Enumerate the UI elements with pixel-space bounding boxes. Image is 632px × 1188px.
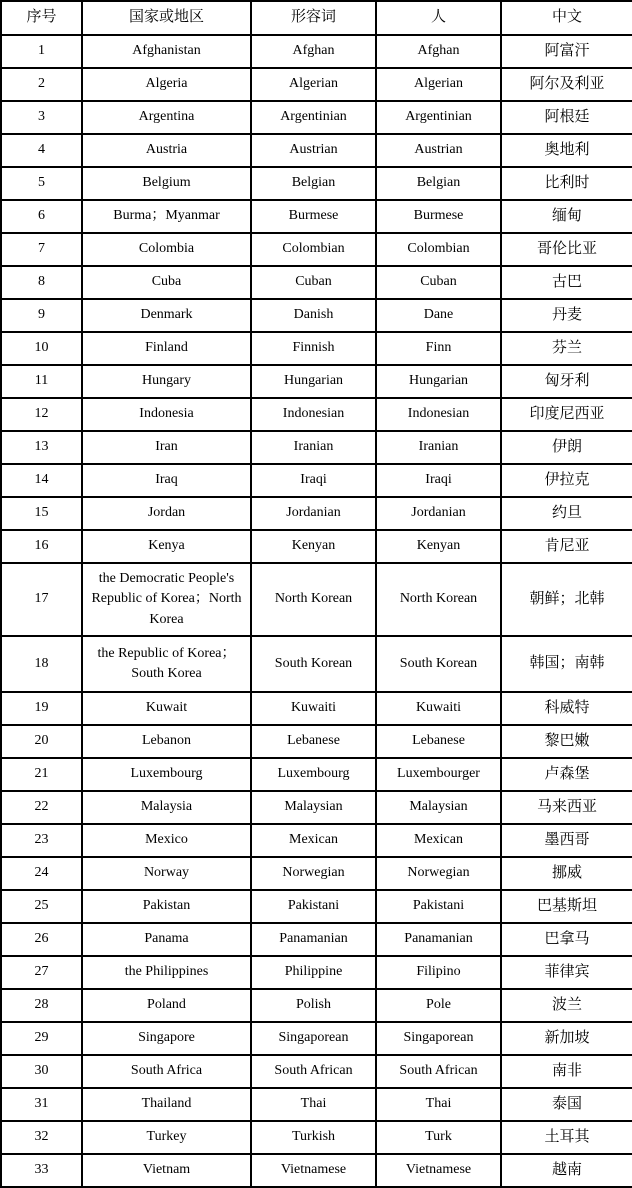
country-cell: Vietnam [82,1154,251,1187]
table-row [1,1055,632,1088]
person-cell: Singaporean [376,1022,501,1055]
adjective-cell: Lebanese [251,725,376,758]
chinese-cell: 南非 [501,1055,632,1088]
chinese-cell: 土耳其 [501,1121,632,1154]
table-row [1,563,632,636]
person-cell: Kuwaiti [376,692,501,725]
adjective-cell: Jordanian [251,497,376,530]
person-cell: Argentinian [376,101,501,134]
adjective-cell: North Korean [251,563,376,636]
chinese-cell: 巴拿马 [501,923,632,956]
person-cell: Afghan [376,35,501,68]
index-cell: 31 [1,1088,82,1121]
index-cell: 6 [1,200,82,233]
chinese-cell: 约旦 [501,497,632,530]
person-cell: Burmese [376,200,501,233]
chinese-cell: 阿尔及利亚 [501,68,632,101]
chinese-cell: 比利时 [501,167,632,200]
chinese-cell: 卢森堡 [501,758,632,791]
adjective-cell: Belgian [251,167,376,200]
chinese-cell: 哥伦比亚 [501,233,632,266]
country-cell: Mexico [82,824,251,857]
country-cell: Panama [82,923,251,956]
country-cell: the Republic of Korea；South Korea [82,636,251,692]
chinese-cell: 波兰 [501,989,632,1022]
index-cell: 13 [1,431,82,464]
index-cell: 27 [1,956,82,989]
chinese-cell: 菲律宾 [501,956,632,989]
person-cell: Kenyan [376,530,501,563]
country-cell: the Democratic People's Republic of Korea；North Korea [82,563,251,636]
table-row [1,332,632,365]
index-cell: 17 [1,563,82,636]
index-cell: 20 [1,725,82,758]
country-cell: Turkey [82,1121,251,1154]
table-row [1,890,632,923]
index-cell: 18 [1,636,82,692]
country-cell: Algeria [82,68,251,101]
chinese-cell: 马来西亚 [501,791,632,824]
index-cell: 8 [1,266,82,299]
adjective-cell: Kuwaiti [251,692,376,725]
table-row [1,1022,632,1055]
country-cell: Argentina [82,101,251,134]
chinese-cell: 丹麦 [501,299,632,332]
index-cell: 25 [1,890,82,923]
person-cell: Luxembourger [376,758,501,791]
adjective-cell: South African [251,1055,376,1088]
table-row [1,857,632,890]
table-row [1,431,632,464]
table-row [1,725,632,758]
country-cell: Kuwait [82,692,251,725]
person-cell: South Korean [376,636,501,692]
table-row [1,1088,632,1121]
chinese-cell: 朝鲜；北韩 [501,563,632,636]
index-cell: 9 [1,299,82,332]
person-cell: Iranian [376,431,501,464]
adjective-cell: Turkish [251,1121,376,1154]
adjective-cell: Malaysian [251,791,376,824]
adjective-cell: Vietnamese [251,1154,376,1187]
adjective-cell: Singaporean [251,1022,376,1055]
adjective-cell: Mexican [251,824,376,857]
person-cell: Mexican [376,824,501,857]
adjective-cell: Philippine [251,956,376,989]
index-cell: 22 [1,791,82,824]
adjective-cell: Burmese [251,200,376,233]
country-cell: Belgium [82,167,251,200]
index-cell: 26 [1,923,82,956]
index-cell: 29 [1,1022,82,1055]
country-cell: Iran [82,431,251,464]
table-row [1,365,632,398]
chinese-cell: 韩国；南韩 [501,636,632,692]
table-row [1,791,632,824]
person-cell: Filipino [376,956,501,989]
chinese-cell: 古巴 [501,266,632,299]
person-cell: Algerian [376,68,501,101]
country-cell: Thailand [82,1088,251,1121]
adjective-cell: Luxembourg [251,758,376,791]
person-cell: Iraqi [376,464,501,497]
index-cell: 21 [1,758,82,791]
person-cell: Dane [376,299,501,332]
table-row [1,530,632,563]
country-cell: Afghanistan [82,35,251,68]
person-cell: Cuban [376,266,501,299]
index-cell: 11 [1,365,82,398]
table-row [1,398,632,431]
index-cell: 28 [1,989,82,1022]
table-row [1,464,632,497]
table-row [1,1121,632,1154]
person-cell: North Korean [376,563,501,636]
adjective-cell: Kenyan [251,530,376,563]
chinese-cell: 阿根廷 [501,101,632,134]
person-cell: Indonesian [376,398,501,431]
table-row [1,167,632,200]
person-cell: Colombian [376,233,501,266]
person-cell: Turk [376,1121,501,1154]
table-row [1,233,632,266]
table-row [1,134,632,167]
chinese-cell: 缅甸 [501,200,632,233]
adjective-cell: Austrian [251,134,376,167]
chinese-cell: 科威特 [501,692,632,725]
index-cell: 2 [1,68,82,101]
adjective-cell: South Korean [251,636,376,692]
country-cell: Finland [82,332,251,365]
table-body [1,35,632,1187]
index-cell: 32 [1,1121,82,1154]
country-cell: Kenya [82,530,251,563]
country-cell: Iraq [82,464,251,497]
adjective-cell: Finnish [251,332,376,365]
chinese-cell: 黎巴嫩 [501,725,632,758]
chinese-cell: 肯尼亚 [501,530,632,563]
chinese-cell: 印度尼西亚 [501,398,632,431]
chinese-cell: 泰国 [501,1088,632,1121]
person-cell: Thai [376,1088,501,1121]
person-cell: South African [376,1055,501,1088]
chinese-cell: 阿富汗 [501,35,632,68]
country-cell: Colombia [82,233,251,266]
person-cell: Jordanian [376,497,501,530]
index-cell: 12 [1,398,82,431]
chinese-cell: 墨西哥 [501,824,632,857]
index-cell: 33 [1,1154,82,1187]
adjective-cell: Norwegian [251,857,376,890]
table-row [1,1154,632,1187]
country-cell: Malaysia [82,791,251,824]
person-cell: Vietnamese [376,1154,501,1187]
person-cell: Belgian [376,167,501,200]
person-cell: Pole [376,989,501,1022]
country-cell: Jordan [82,497,251,530]
country-cell: Hungary [82,365,251,398]
adjective-cell: Polish [251,989,376,1022]
table-row [1,923,632,956]
index-cell: 14 [1,464,82,497]
chinese-cell: 伊拉克 [501,464,632,497]
adjective-cell: Indonesian [251,398,376,431]
index-cell: 30 [1,1055,82,1088]
country-cell: Cuba [82,266,251,299]
column-header-index: 序号 [1,1,82,35]
country-cell: Pakistan [82,890,251,923]
country-cell: Norway [82,857,251,890]
person-cell: Finn [376,332,501,365]
person-cell: Lebanese [376,725,501,758]
adjective-cell: Danish [251,299,376,332]
table-row [1,266,632,299]
adjective-cell: Algerian [251,68,376,101]
column-header-country: 国家或地区 [82,1,251,35]
adjective-cell: Iraqi [251,464,376,497]
index-cell: 16 [1,530,82,563]
column-header-adjective: 形容词 [251,1,376,35]
country-cell: Indonesia [82,398,251,431]
table-row [1,299,632,332]
country-cell: Denmark [82,299,251,332]
country-cell: Luxembourg [82,758,251,791]
country-cell: Burma；Myanmar [82,200,251,233]
index-cell: 5 [1,167,82,200]
country-cell: Poland [82,989,251,1022]
table-row [1,68,632,101]
table-row [1,35,632,68]
person-cell: Panamanian [376,923,501,956]
adjective-cell: Pakistani [251,890,376,923]
country-cell: South Africa [82,1055,251,1088]
adjective-cell: Argentinian [251,101,376,134]
person-cell: Malaysian [376,791,501,824]
table-row [1,824,632,857]
table-row [1,636,632,692]
table-row [1,101,632,134]
person-cell: Norwegian [376,857,501,890]
table-row [1,956,632,989]
person-cell: Austrian [376,134,501,167]
index-cell: 1 [1,35,82,68]
chinese-cell: 匈牙利 [501,365,632,398]
index-cell: 23 [1,824,82,857]
adjective-cell: Panamanian [251,923,376,956]
country-cell: Austria [82,134,251,167]
adjective-cell: Thai [251,1088,376,1121]
chinese-cell: 奥地利 [501,134,632,167]
column-header-chinese: 中文 [501,1,632,35]
adjective-cell: Afghan [251,35,376,68]
index-cell: 3 [1,101,82,134]
chinese-cell: 伊朗 [501,431,632,464]
header-row [1,1,632,35]
table-row [1,692,632,725]
person-cell: Pakistani [376,890,501,923]
country-cell: the Philippines [82,956,251,989]
table-row [1,497,632,530]
index-cell: 10 [1,332,82,365]
person-cell: Hungarian [376,365,501,398]
table-row [1,989,632,1022]
adjective-cell: Cuban [251,266,376,299]
adjective-cell: Iranian [251,431,376,464]
column-header-person: 人 [376,1,501,35]
country-cell: Singapore [82,1022,251,1055]
chinese-cell: 挪威 [501,857,632,890]
adjective-cell: Colombian [251,233,376,266]
table-row [1,200,632,233]
index-cell: 7 [1,233,82,266]
index-cell: 24 [1,857,82,890]
index-cell: 4 [1,134,82,167]
table-row [1,758,632,791]
chinese-cell: 芬兰 [501,332,632,365]
chinese-cell: 新加坡 [501,1022,632,1055]
chinese-cell: 越南 [501,1154,632,1187]
adjective-cell: Hungarian [251,365,376,398]
index-cell: 19 [1,692,82,725]
country-cell: Lebanon [82,725,251,758]
chinese-cell: 巴基斯坦 [501,890,632,923]
index-cell: 15 [1,497,82,530]
